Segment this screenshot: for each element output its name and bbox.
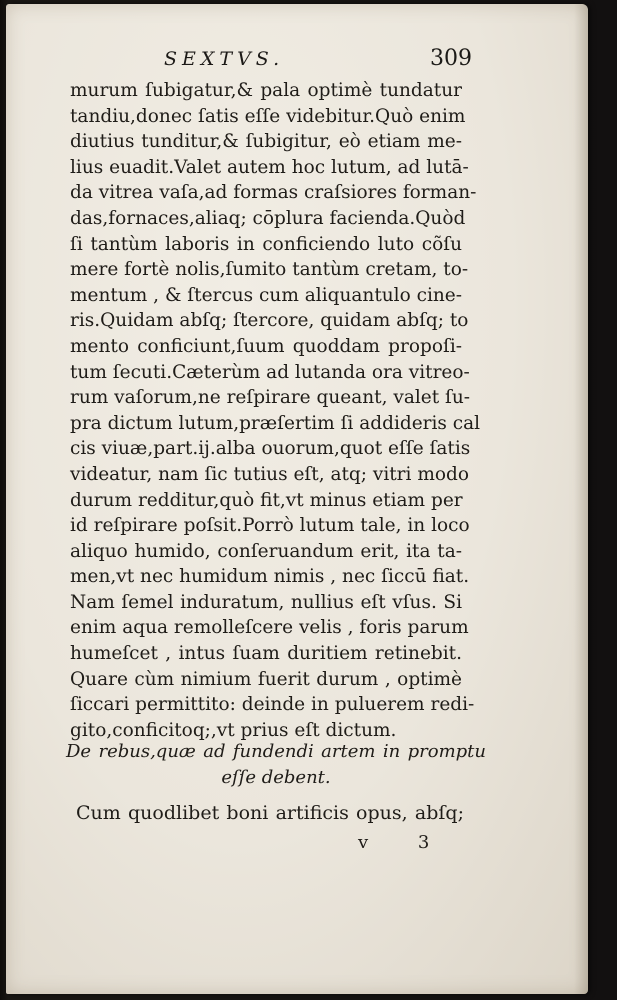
text-line: ſiccari permittito: deinde in puluerem redi- [70,694,475,716]
body-text [70,78,481,743]
page-number: 309 [430,46,472,71]
text-line: humeſcet , intus ſuam duritiem retinebit. [70,643,462,665]
text-line: aliquo humido, conſeruandum erit, ita ta- [70,540,462,562]
text-line: pra dictum lutum,præſertim ſi addideris cal [70,412,481,434]
page-edge-shadow [574,4,588,994]
text-line: men,vt nec humidum nimis , nec ſiccū fiat. [70,566,470,588]
text-line: id reſpirare poſsit.Porrò lutum tale, in loco [70,515,470,537]
text-line: mento conficiunt,ſuum quoddam propoſi- [70,335,462,357]
section-heading-line-2: eſſe debent. [221,767,331,788]
text-line: lius euadit.Valet autem hoc lutum, ad lutā- [70,156,469,178]
text-line: tandiu,donec ſatis eſſe videbitur.Quò enim [70,105,466,127]
text-line: cis viuæ,part.ij.alba ouorum,quot eſſe ſatis [70,438,471,460]
text-line: videatur, nam ſic tutius eſt, atq; vitri modo [70,463,469,485]
text-line: Cum quodlibet boni artificis opus, abſq; [76,802,464,824]
section-heading-line-1: De rebus,quæ ad fundendi artem in promptu [66,741,486,762]
text-line: diutius tunditur,& ſubigitur, eò etiam me- [70,131,462,153]
text-line: rum vaſorum,ne reſpirare queant, valet ſu- [70,387,471,409]
section-heading [66,739,486,791]
text-line: ſi tantùm laboris in conficiendo luto cõſu [70,233,462,255]
text-line: murum ſubigatur,& pala optimè tundatur [70,80,462,101]
text-line: mentum , & ſtercus cum aliquantulo cine- [70,284,462,306]
page-header [154,46,472,76]
book-page [6,4,588,994]
text-line: tum ſecuti.Cæterùm ad lutanda ora vitreo- [70,361,470,383]
text-line: Nam ſemel induratum, nullius eſt vſus. Si [70,591,462,613]
text-line: Quare cùm nimium fuerit durum , optimè [70,668,462,690]
text-line: durum redditur,quò fit,vt minus etiam per [70,489,463,511]
text-line: das,fornaces,aliaq; cōplura facienda.Quòd [70,207,466,229]
text-line: gito,conficitoq;,vt prius eſt dictum. [70,719,397,741]
text-line: ris.Quidam abſq; ſtercore, quidam abſq; to [70,310,469,332]
text-line: mere fortè nolis,ſumito tantùm cretam, to- [70,259,469,281]
text-line: da vitrea vaſa,ad formas craſsiores forman- [70,182,477,204]
running-head: SEXTVS. [164,48,285,70]
paragraph-start [76,801,464,827]
text-line: enim aqua remolleſcere velis , foris parum [70,617,469,639]
signature-mark: v 3 [358,832,452,853]
